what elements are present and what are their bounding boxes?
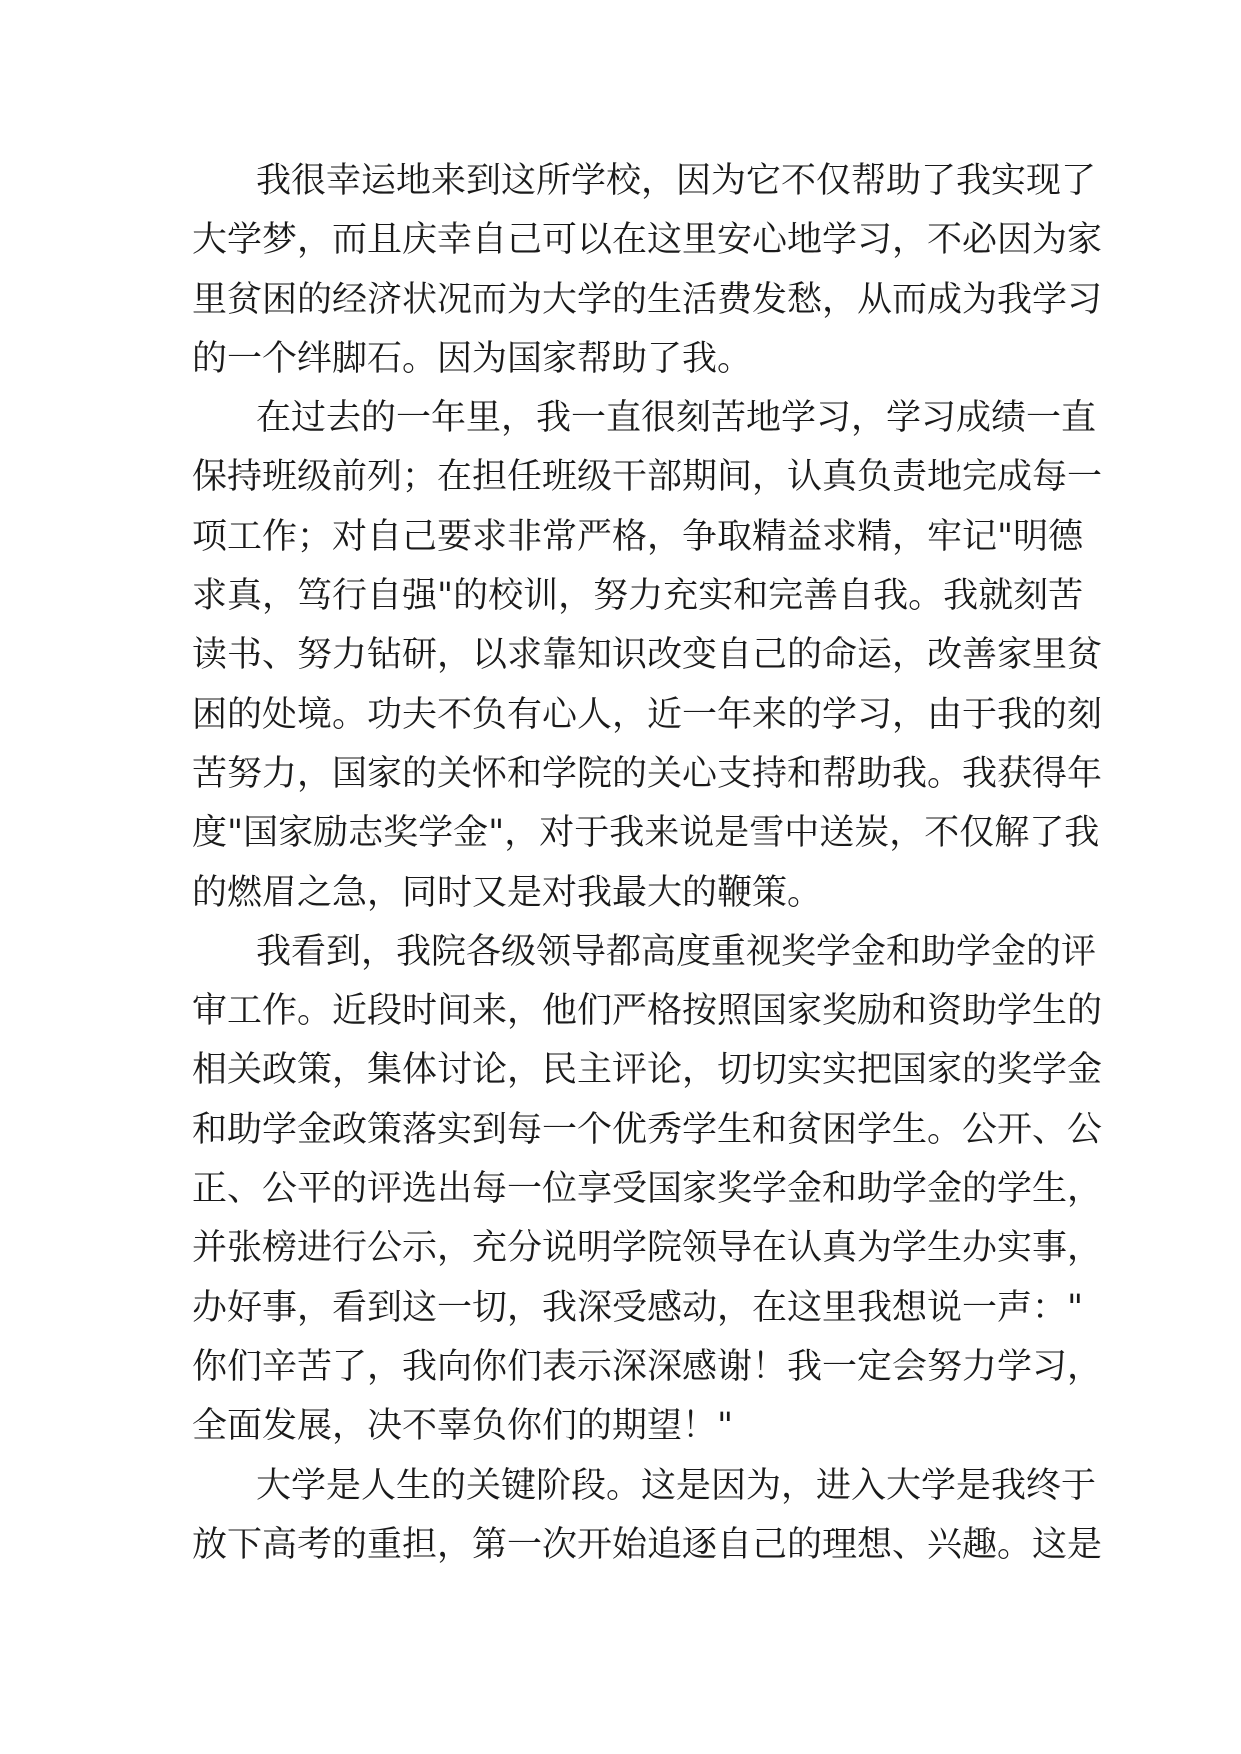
text-line: 我看到，我院各级领导都高度重视奖学金和助学金的评: [256, 931, 1097, 972]
text-line: 保持班级前列；在担任班级干部期间，认真负责地完成每一: [192, 457, 1103, 498]
text-line: 的一个绊脚石。因为国家帮助了我。: [192, 338, 753, 379]
text-line: 全面发展，决不辜负你们的期望！": [192, 1406, 734, 1447]
text-line: 的燃眉之急，同时又是对我最大的鞭策。: [192, 872, 823, 913]
text-line: 在过去的一年里，我一直很刻苦地学习，学习成绩一直: [256, 398, 1097, 439]
text-line: 大学梦，而且庆幸自己可以在这里安心地学习，不必因为家: [192, 220, 1103, 261]
text-line: 你们辛苦了，我向你们表示深深感谢！我一定会努力学习，: [192, 1346, 1103, 1387]
text-line: 苦努力，国家的关怀和学院的关心支持和帮助我。我获得年: [192, 753, 1103, 794]
document-body: [192, 152, 1103, 1575]
paragraph: [192, 389, 1103, 923]
text-line: 正、公平的评选出每一位享受国家奖学金和助学金的学生，: [192, 1169, 1103, 1210]
text-line: 求真，笃行自强"的校训，努力充实和完善自我。我就刻苦: [192, 576, 1084, 617]
paragraph: [192, 1457, 1103, 1576]
text-line: 和助学金政策落实到每一个优秀学生和贫困学生。公开、公: [192, 1109, 1103, 1150]
text-line: 并张榜进行公示，充分说明学院领导在认真为学生办实事，: [192, 1228, 1103, 1269]
paragraph: [192, 923, 1103, 1457]
text-line: 困的处境。功夫不负有心人，近一年来的学习，由于我的刻: [192, 694, 1103, 735]
text-line: 放下高考的重担，第一次开始追逐自己的理想、兴趣。这是: [192, 1524, 1103, 1565]
text-line: 里贫困的经济状况而为大学的生活费发愁，从而成为我学习: [192, 279, 1103, 320]
paragraph: [192, 152, 1103, 389]
text-line: 办好事，看到这一切，我深受感动，在这里我想说一声：": [192, 1287, 1084, 1328]
text-line: 大学是人生的关键阶段。这是因为，进入大学是我终于: [256, 1465, 1097, 1506]
text-line: 读书、努力钻研，以求靠知识改变自己的命运，改善家里贫: [192, 635, 1103, 676]
text-line: 相关政策，集体讨论，民主评论，切切实实把国家的奖学金: [192, 1050, 1103, 1091]
text-line: 项工作；对自己要求非常严格，争取精益求精，牢记"明德: [192, 516, 1084, 557]
text-line: 度"国家励志奖学金"，对于我来说是雪中送炭，不仅解了我: [192, 813, 1100, 854]
text-line: 审工作。近段时间来，他们严格按照国家奖励和资助学生的: [192, 991, 1103, 1032]
text-line: 我很幸运地来到这所学校，因为它不仅帮助了我实现了: [256, 161, 1097, 201]
